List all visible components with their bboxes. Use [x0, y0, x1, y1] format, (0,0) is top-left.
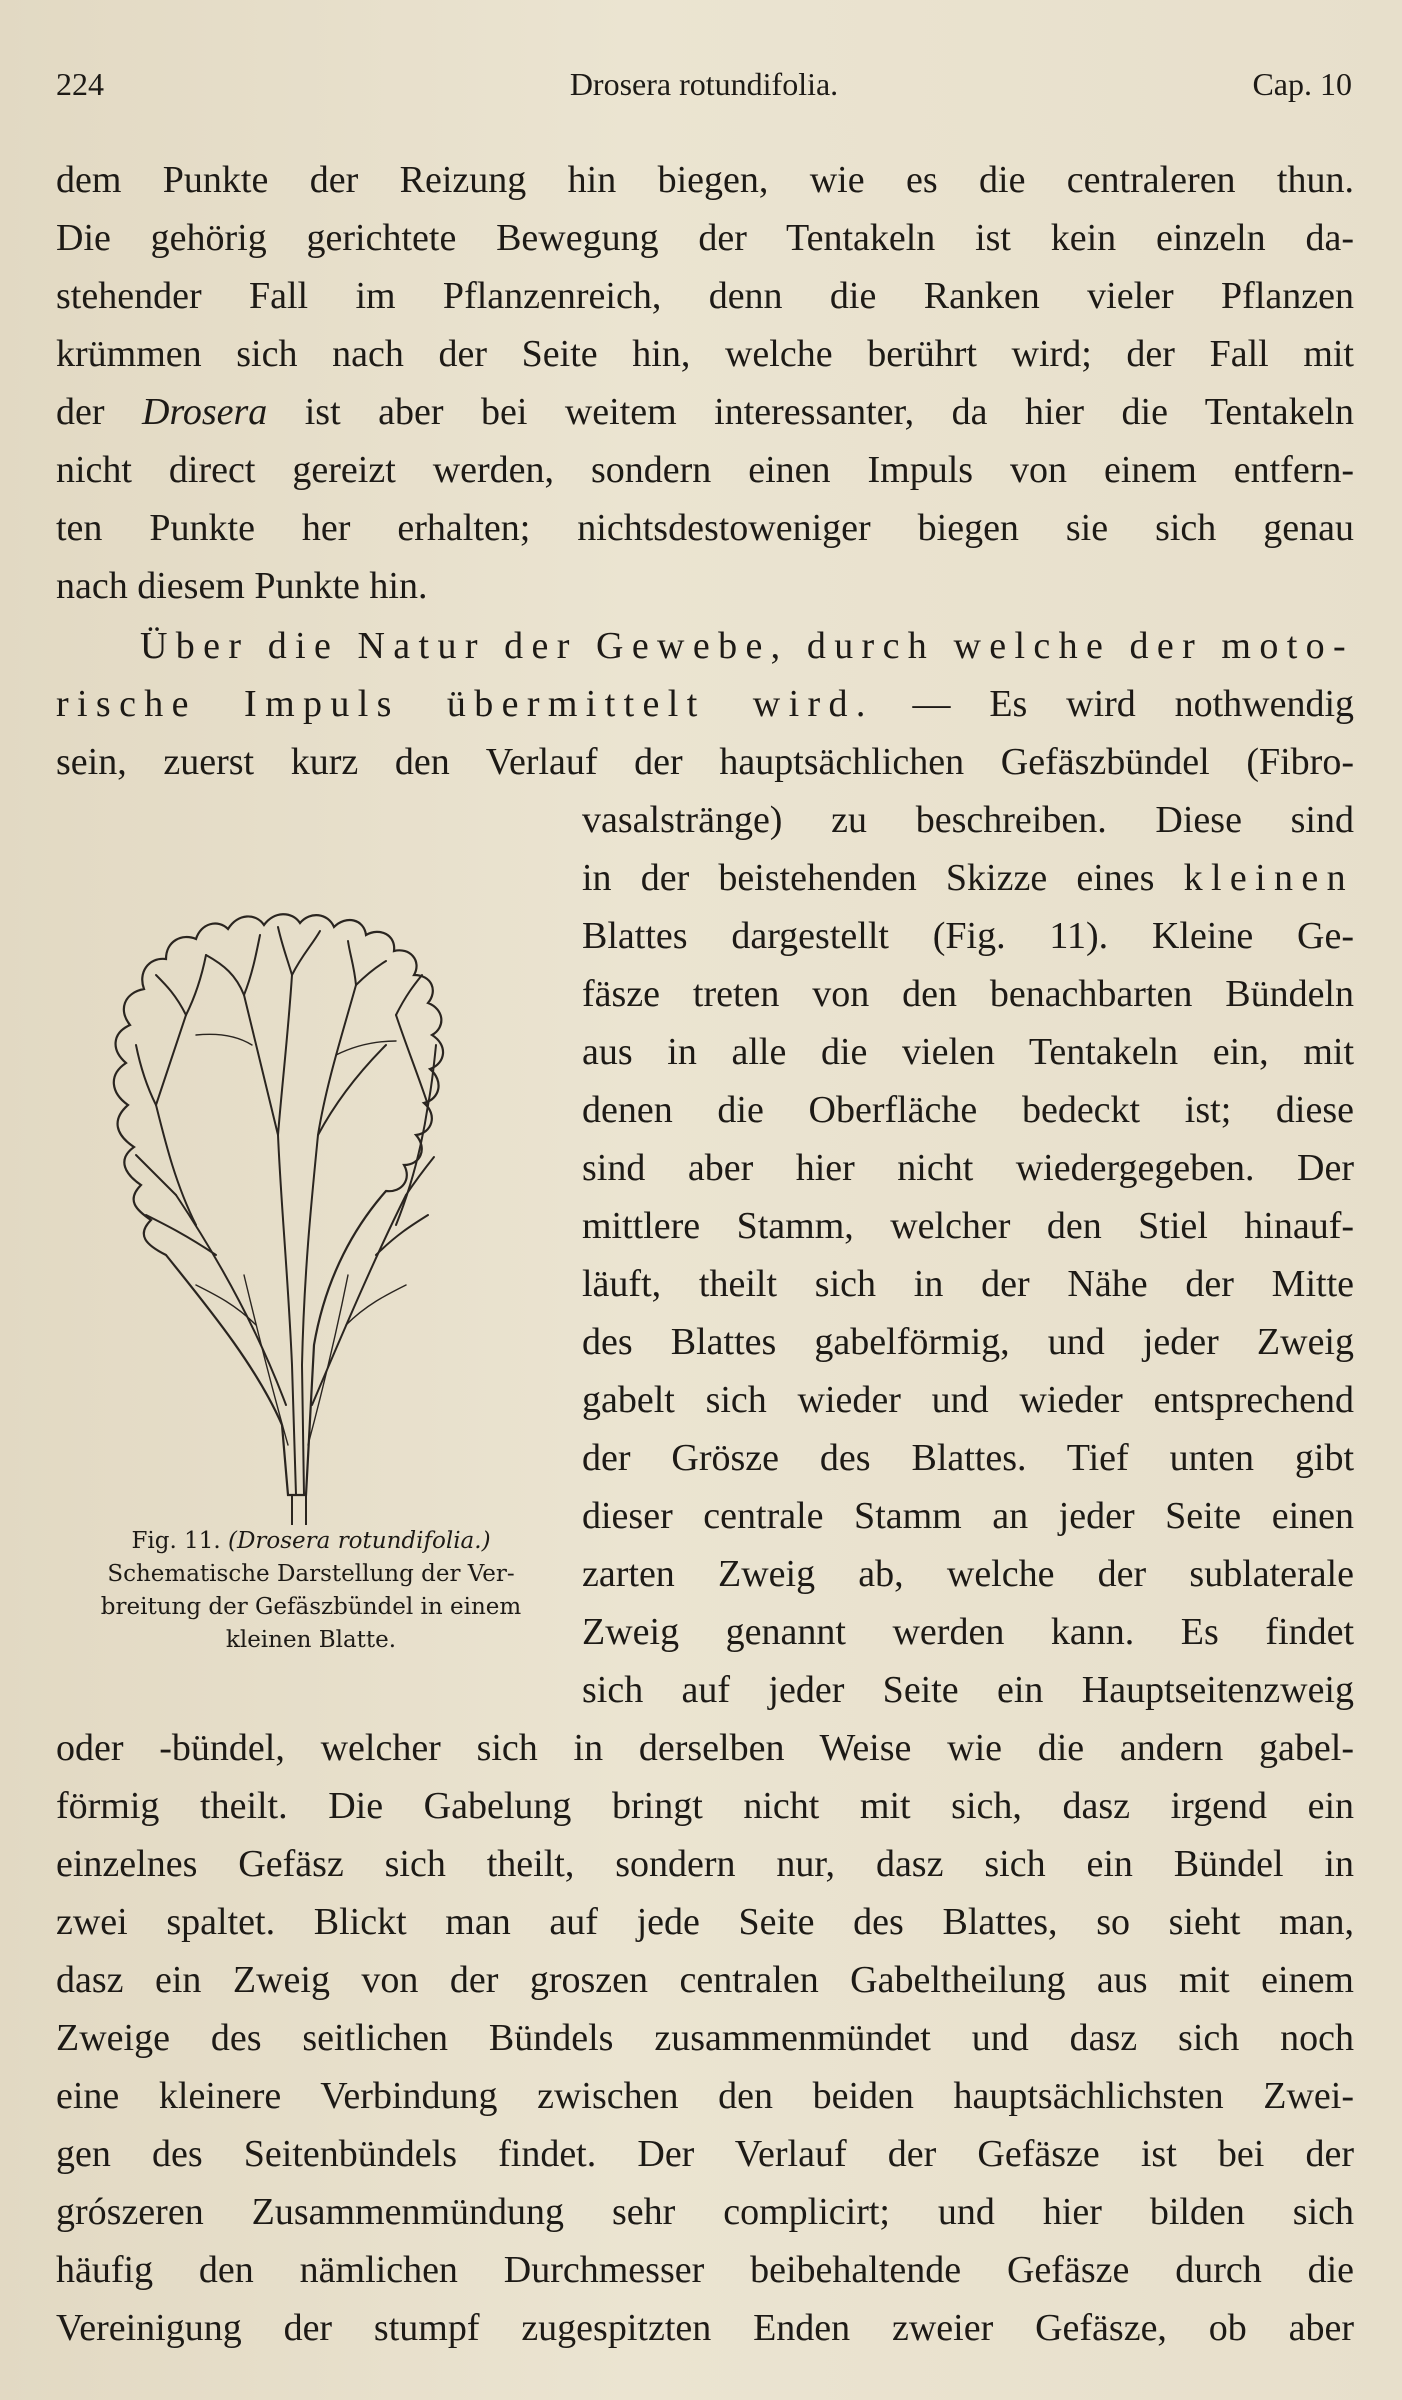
text-span: — Es wird nothwendig: [873, 683, 1354, 725]
text-line: mittlere Stamm, welcher den Stiel hinauf-: [582, 1205, 1354, 1247]
text-line: sich auf jeder Seite ein Hauptseitenzweig: [582, 1669, 1354, 1711]
figure-caption: [56, 1525, 566, 1657]
text-span: der: [56, 391, 142, 433]
text-line: häufig den nämlichen Durchmesser beibehaltende Gefäsze durch die: [56, 2249, 1354, 2291]
text-line: Blattes dargestellt (Fig. 11). Kleine Ge-: [582, 915, 1354, 957]
text-line: grószeren Zusammenmündung sehr complicirt; und hier bilden sich: [56, 2191, 1354, 2233]
section-heading-line: Über die Natur der Gewebe, durch welche der moto-: [140, 625, 1354, 667]
running-title: Drosera rotundifolia.: [569, 66, 839, 102]
text-line: dem Punkte der Reizung hin biegen, wie es die centraleren thun.: [56, 159, 1354, 201]
text-line: [56, 676, 1354, 732]
italic-species-name: Drosera: [142, 391, 268, 433]
text-line: gen des Seitenbündels findet. Der Verlauf der Gefäsze ist bei der: [56, 2133, 1354, 2175]
caption-species: (Drosera rotundifolia.): [228, 1528, 491, 1554]
text-line: dieser centrale Stamm an jeder Seite einen: [582, 1495, 1354, 1537]
text-line: zwei spaltet. Blickt man auf jede Seite des Blattes, so sieht man,: [56, 1901, 1354, 1943]
text-line: zarten Zweig ab, welche der sublaterale: [582, 1553, 1354, 1595]
figure-label: Fig. 11.: [131, 1528, 221, 1554]
chapter-label: Cap. 10: [1252, 66, 1352, 102]
text-line: Zweige des seitlichen Bündels zusammenmündet und dasz sich noch: [56, 2017, 1354, 2059]
caption-line: [56, 1525, 566, 1558]
text-line: [582, 850, 1354, 906]
text-line: nicht direct gereizt werden, sondern einen Impuls von einem entfern-: [56, 449, 1354, 491]
text-line: vasalstränge) zu beschreiben. Diese sind: [582, 799, 1354, 841]
text-line: ten Punkte her erhalten; nichtsdestoweniger biegen sie sich genau: [56, 507, 1354, 549]
text-span: ist aber bei weitem interessanter, da hier die Tentakeln: [267, 391, 1354, 433]
text-line: dasz ein Zweig von der groszen centralen Gabeltheilung aus mit einem: [56, 1959, 1354, 2001]
text-line: einzelnes Gefäsz sich theilt, sondern nur, dasz sich ein Bündel in: [56, 1843, 1354, 1885]
text-line: Vereinigung der stumpf zugespitzten Enden zweier Gefäsze, ob aber: [56, 2307, 1354, 2349]
text-line: stehender Fall im Pflanzenreich, denn die Ranken vieler Pflanzen: [56, 275, 1354, 317]
emphasis-span: kleinen: [1183, 857, 1354, 899]
text-line: fäsze treten von den benachbarten Bündeln: [582, 973, 1354, 1015]
text-line: aus in alle die vielen Tentakeln ein, mit: [582, 1031, 1354, 1073]
section-heading-span: rische Impuls übermittelt wird.: [56, 683, 874, 725]
text-line: förmig theilt. Die Gabelung bringt nicht mit sich, dasz irgend ein: [56, 1785, 1354, 1827]
text-line: nach diesem Punkte hin.: [56, 565, 428, 607]
text-line: der Grösze des Blattes. Tief unten gibt: [582, 1437, 1354, 1479]
text-line: läuft, theilt sich in der Nähe der Mitte: [582, 1263, 1354, 1305]
text-line: des Blattes gabelförmig, und jeder Zweig: [582, 1321, 1354, 1363]
text-line: gabelt sich wieder und wieder entsprechend: [582, 1379, 1354, 1421]
text-line: eine kleinere Verbindung zwischen den beiden hauptsächlichsten Zwei-: [56, 2075, 1354, 2117]
text-span: in der beistehenden Skizze eines: [582, 857, 1184, 899]
text-line: sind aber hier nicht wiedergegeben. Der: [582, 1147, 1354, 1189]
text-line: [56, 384, 1354, 440]
caption-line: Schematische Darstellung der Ver-: [107, 1561, 515, 1587]
text-line: oder -bündel, welcher sich in derselben Weise wie die andern gabel-: [56, 1727, 1354, 1769]
text-line: Die gehörig gerichtete Bewegung der Tentakeln ist kein einzeln da-: [56, 217, 1354, 259]
text-line: Zweig genannt werden kann. Es findet: [582, 1611, 1354, 1653]
page-header: [56, 66, 1352, 112]
text-line: denen die Oberfläche bedeckt ist; diese: [582, 1089, 1354, 1131]
text-line: sein, zuerst kurz den Verlauf der hauptsächlichen Gefäszbündel (Fibro-: [56, 741, 1354, 783]
caption-line: kleinen Blatte.: [225, 1627, 397, 1653]
page-number: 224: [56, 66, 104, 102]
text-line: krümmen sich nach der Seite hin, welche berührt wird; der Fall mit: [56, 333, 1354, 375]
leaf-venation-icon: [56, 805, 566, 1525]
caption-line: breitung der Gefäszbündel in einem: [100, 1594, 522, 1620]
